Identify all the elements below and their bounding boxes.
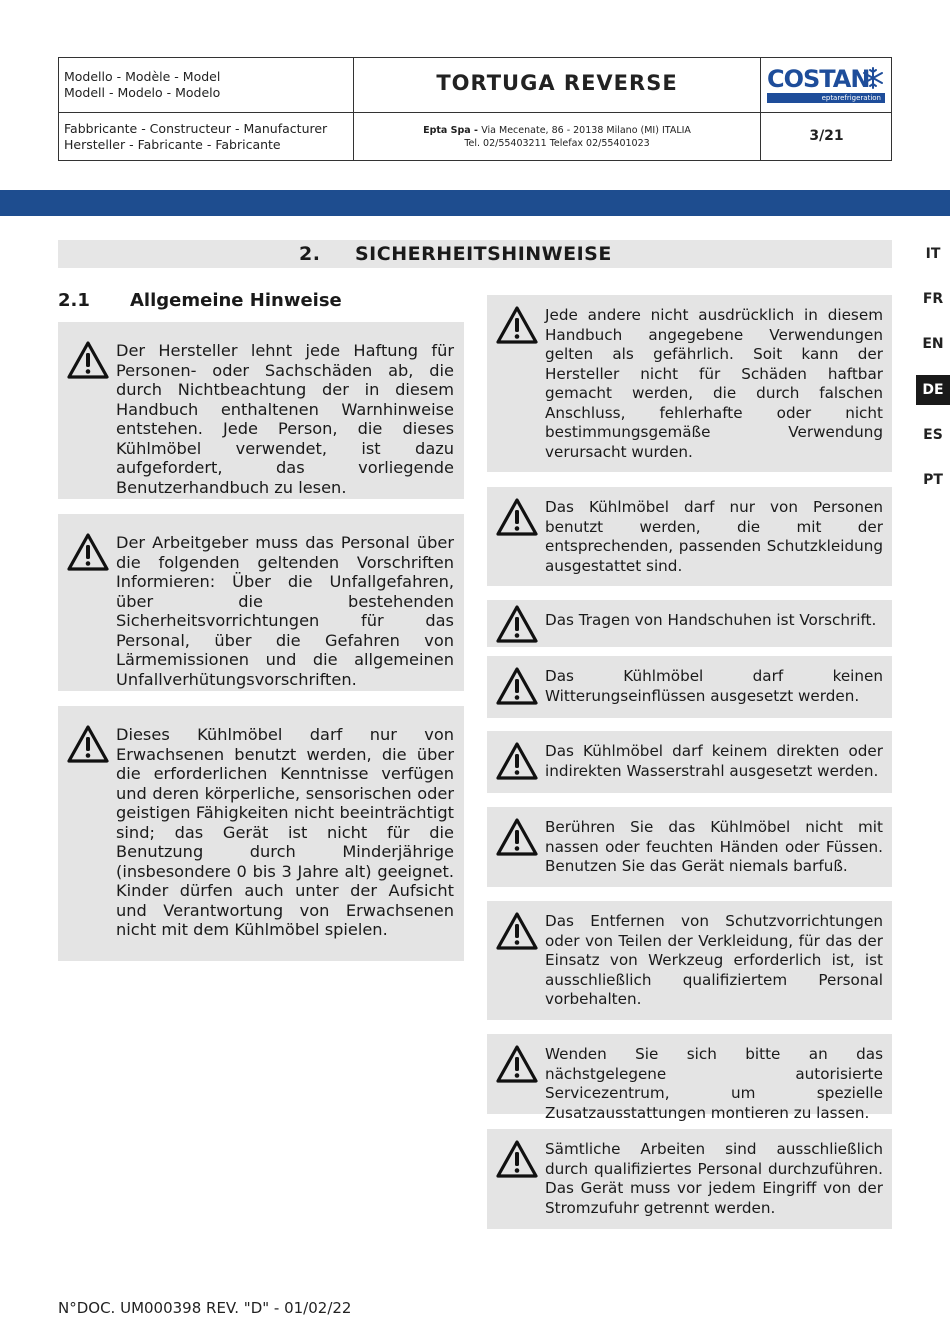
warning-triangle-icon	[66, 724, 110, 764]
warning-text: Der Hersteller lehnt jede Haftung für Personen- oder Sachschäden ab, die durch Nichtbeachtung der in diesem Handbuch enthaltenen Warnhinweise entstehen. Jede Person, die dieses Kühlmöbel verwendet, ist dazu aufgefordert, das vorliegende Benutzerhandbuch zu lesen.	[116, 341, 454, 497]
section-title: SICHERHEITSHINWEISE	[355, 243, 612, 265]
manufacturer-label	[64, 121, 349, 153]
snowflake-icon	[861, 66, 885, 90]
warning-triangle-icon	[495, 817, 539, 857]
warning-notice	[487, 1034, 892, 1122]
warning-triangle-icon	[495, 1139, 539, 1179]
warning-triangle-icon	[495, 741, 539, 781]
warning-text: Das Tragen von Handschuhen ist Vorschrift.	[545, 611, 877, 629]
warning-triangle-icon	[495, 305, 539, 345]
warning-triangle-icon	[66, 340, 110, 380]
warning-triangle-icon	[495, 1044, 539, 1084]
warning-notice	[487, 731, 892, 793]
warning-text: Der Arbeitgeber muss das Personal über die folgenden geltenden Vorschriften Informieren: Über die Unfallgefahren, über die bestehenden Sicherheitsvorrichtungen für das Personal, über die Gefahren von Lärmemissionen und die allgemeinen Unfallverhütungsvorschriften.	[116, 533, 454, 689]
warning-triangle-icon	[66, 532, 110, 572]
document-header-table	[58, 57, 892, 161]
warning-notice	[58, 322, 464, 499]
model-label	[64, 69, 349, 101]
costan-logo	[761, 58, 892, 112]
language-tab-it[interactable]: IT	[925, 246, 941, 262]
warning-text: Dieses Kühlmöbel darf nur von Erwachsenen benutzt werden, die über die erforderlichen Kenntnisse verfügen und deren körperliche, sensorischen oder geistigen Fähigkeiten nicht beeinträchtigt sind; das Gerät ist nicht für die Benutzung durch Minderjährige (insbesondere 0 bis 3 Jahre alt) geeignet. Kinder dürfen auch unter der Aufsicht und Verantwortung von Erwachsenen nicht mit dem Kühlmöbel spielen.	[116, 725, 454, 939]
warning-text: Wenden Sie sich bitte an das nächstgelegene autorisierte Servicezentrum, um spezielle Zusatzausstattungen montieren zu lassen.	[545, 1045, 883, 1122]
warning-text: Das Kühlmöbel darf keinem direkten oder indirekten Wasserstrahl ausgesetzt werden.	[545, 742, 883, 780]
company-address: Via Mecenate, 86 - 20138 Milano (MI) ITALIA	[481, 125, 691, 136]
product-title: TORTUGA REVERSE	[436, 71, 678, 95]
company-address-block	[354, 124, 760, 150]
section-number: 2.	[299, 243, 321, 265]
language-tab-es[interactable]: ES	[923, 427, 943, 443]
language-tab-fr[interactable]: FR	[922, 291, 944, 307]
warning-notice	[58, 514, 464, 691]
warning-notice	[487, 600, 892, 647]
warning-text: Jede andere nicht ausdrücklich in diesem Handbuch angegebene Verwendungen gelten als gefährlich. Soit kann der Hersteller nicht für Schäden haftbar gemacht werden, die durch falschen Anschluss, fehlerhafte oder nicht bestimmungsgemäße Verwendung verursacht wurden.	[545, 306, 883, 461]
warning-notice	[487, 295, 892, 472]
warning-text: Das Kühlmöbel darf nur von Personen benutzt werden, die mit der entsprechenden, passenden Schutzkleidung ausgestattet sind.	[545, 498, 883, 575]
language-tab-en[interactable]: EN	[922, 336, 944, 352]
subsection-title: Allgemeine Hinweise	[130, 290, 342, 311]
page-number: 3/21	[809, 128, 844, 144]
model-label-line-1: Modello - Modèle - Model	[64, 69, 221, 84]
company-name: Epta Spa -	[423, 125, 482, 136]
manufacturer-label-line-2: Hersteller - Fabricante - Fabricante	[64, 137, 281, 152]
header-blue-band	[0, 190, 950, 216]
logo-wordmark: COSTAN	[767, 65, 870, 93]
warning-triangle-icon	[495, 604, 539, 644]
warning-notice	[58, 706, 464, 961]
document-reference: N°DOC. UM000398 REV. "D" - 01/02/22	[58, 1299, 352, 1317]
warning-text: Sämtliche Arbeiten sind ausschließlich durch qualifiziertes Personal durchzuführen. Das Gerät muss vor jedem Eingriff von der Stromzufuhr getrennt werden.	[545, 1140, 883, 1217]
manufacturer-label-line-1: Fabbricante - Constructeur - Manufacturer	[64, 121, 328, 136]
warning-notice	[487, 901, 892, 1020]
warning-notice	[487, 807, 892, 887]
warning-text: Das Kühlmöbel darf keinen Witterungseinflüssen ausgesetzt werden.	[545, 667, 883, 705]
warning-notice	[487, 1129, 892, 1229]
model-label-line-2: Modell - Modelo - Modelo	[64, 85, 221, 100]
logo-subtext: eptarefrigeration	[767, 93, 885, 103]
warning-notice	[487, 656, 892, 718]
warning-notice	[487, 487, 892, 586]
warning-triangle-icon	[495, 666, 539, 706]
warning-text: Das Entfernen von Schutzvorrichtungen oder von Teilen der Verkleidung, für das der Einsatz von Werkzeug erforderlich ist, ist ausschließlich qualifiziertem Personal vorbehalten.	[545, 912, 883, 1008]
subsection-number: 2.1	[58, 290, 90, 311]
warning-triangle-icon	[495, 497, 539, 537]
company-phone: Tel. 02/55403211 Telefax 02/55401023	[464, 138, 650, 149]
warning-triangle-icon	[495, 911, 539, 951]
section-title-bar	[58, 240, 892, 268]
language-tab-de[interactable]: DE	[916, 375, 950, 405]
language-tab-pt[interactable]: PT	[923, 472, 943, 488]
warning-text: Berühren Sie das Kühlmöbel nicht mit nassen oder feuchten Händen oder Füssen. Benutzen Sie das Gerät niemals barfuß.	[545, 818, 883, 875]
